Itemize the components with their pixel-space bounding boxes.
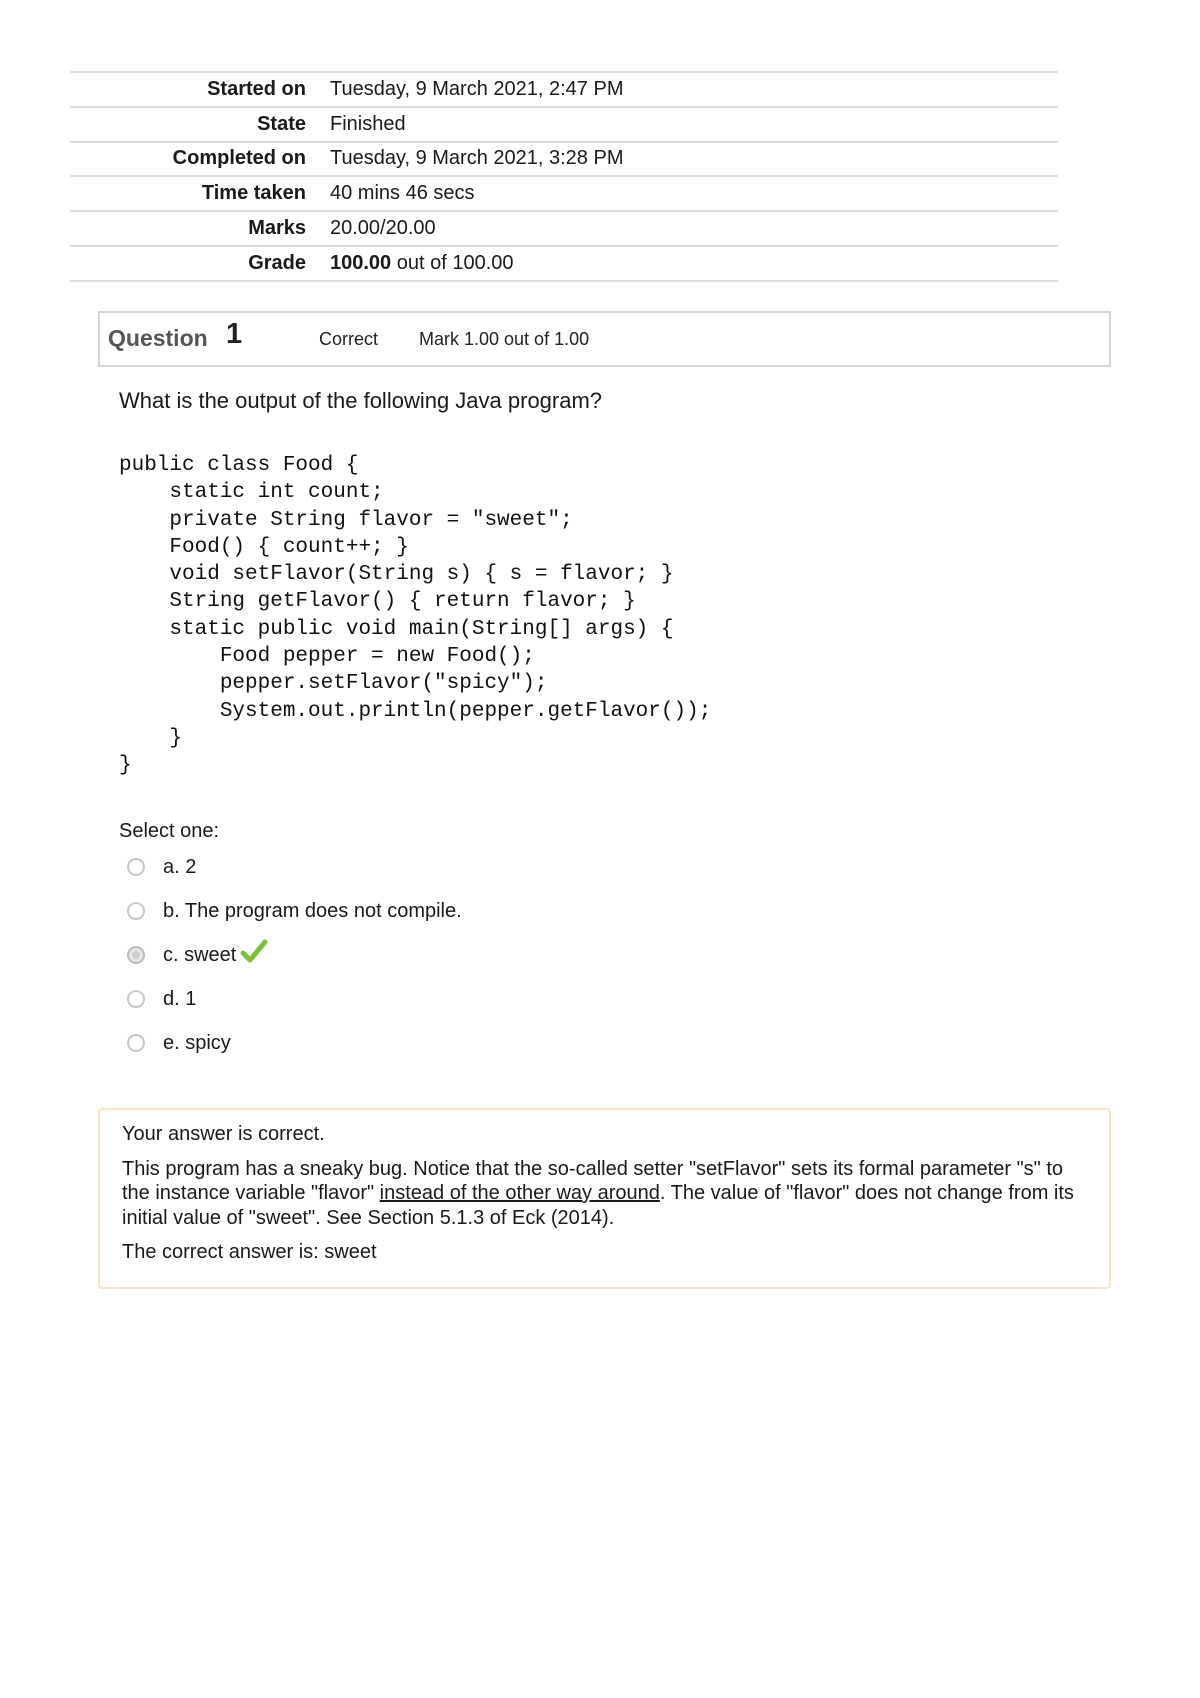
summary-row bbox=[70, 107, 1058, 142]
grade-score: 100.00 bbox=[330, 251, 392, 274]
attempt-summary-table bbox=[70, 71, 1058, 282]
radio-button[interactable] bbox=[127, 990, 145, 1008]
correct-answer-text: The correct answer is: sweet bbox=[122, 1241, 377, 1263]
question-info-box bbox=[98, 311, 1111, 367]
summary-row bbox=[70, 72, 1058, 107]
option-label: b. The program does not compile. bbox=[163, 899, 462, 922]
summary-label: Marks bbox=[248, 217, 306, 240]
summary-label: Completed on bbox=[172, 147, 306, 170]
option-label: c. sweet bbox=[163, 943, 237, 966]
correct-check-icon bbox=[240, 938, 268, 972]
radio-button-selected[interactable] bbox=[127, 946, 145, 964]
answer-option-b[interactable] bbox=[127, 896, 462, 926]
answer-option-c[interactable] bbox=[127, 940, 268, 970]
explanation-underlined: instead of the other way around bbox=[379, 1182, 660, 1204]
summary-value: Finished bbox=[330, 112, 406, 135]
summary-row bbox=[70, 176, 1058, 211]
summary-row bbox=[70, 142, 1058, 177]
summary-value: Tuesday, 9 March 2021, 2:47 PM bbox=[330, 77, 624, 100]
question-number: 1 bbox=[226, 318, 243, 350]
question-state: Correct bbox=[319, 329, 379, 349]
grade-rest: out of 100.00 bbox=[391, 251, 514, 274]
summary-label: State bbox=[257, 112, 306, 135]
code-listing: public class Food { static int count; private String flavor = "sweet"; Food() { count++; } void setFlavor(String s) { s = flavor; } String getFlavor() { return flavor; } static public void main(String[] args) { Food pepper = new Food(); pepper.setFlavor("spicy"); System.out.println(pepper.getFlavor()); } } bbox=[119, 454, 712, 778]
summary-value: Tuesday, 9 March 2021, 3:28 PM bbox=[330, 147, 624, 170]
option-label: e. spicy bbox=[163, 1031, 231, 1054]
summary-row-grade bbox=[70, 246, 1058, 281]
explanation-text: . The value of "flavor" does not change from its initial value of "sweet". See Section 5.1.3 of Eck (2014). bbox=[122, 1182, 1074, 1229]
feedback-status: Your answer is correct. bbox=[122, 1123, 325, 1145]
feedback-explanation bbox=[122, 1157, 1089, 1231]
answer-option-e[interactable] bbox=[127, 1028, 231, 1058]
summary-label: Time taken bbox=[201, 182, 306, 205]
answer-option-a[interactable] bbox=[127, 852, 196, 882]
radio-button[interactable] bbox=[127, 1034, 145, 1052]
question-word: Question bbox=[108, 325, 208, 351]
select-one-prompt: Select one: bbox=[119, 820, 220, 842]
feedback-box bbox=[98, 1108, 1111, 1289]
grade-label: Grade bbox=[248, 251, 306, 274]
answer-option-d[interactable] bbox=[127, 984, 196, 1014]
summary-label: Started on bbox=[207, 77, 306, 100]
radio-button[interactable] bbox=[127, 858, 145, 876]
explanation-text: This program has a sneaky bug. Notice that the so-called setter "setFlavor" sets its formal parameter "s" to the instance variable "flavor" bbox=[122, 1157, 1064, 1204]
option-label: d. 1 bbox=[163, 987, 197, 1010]
question-mark: Mark 1.00 out of 1.00 bbox=[419, 329, 590, 349]
summary-value: 20.00/20.00 bbox=[330, 217, 436, 240]
summary-value: 40 mins 46 secs bbox=[330, 182, 475, 205]
radio-button[interactable] bbox=[127, 902, 145, 920]
grade-value bbox=[318, 246, 1058, 281]
question-text: What is the output of the following Java program? bbox=[119, 388, 603, 413]
option-label: a. 2 bbox=[163, 855, 197, 878]
summary-row bbox=[70, 211, 1058, 246]
